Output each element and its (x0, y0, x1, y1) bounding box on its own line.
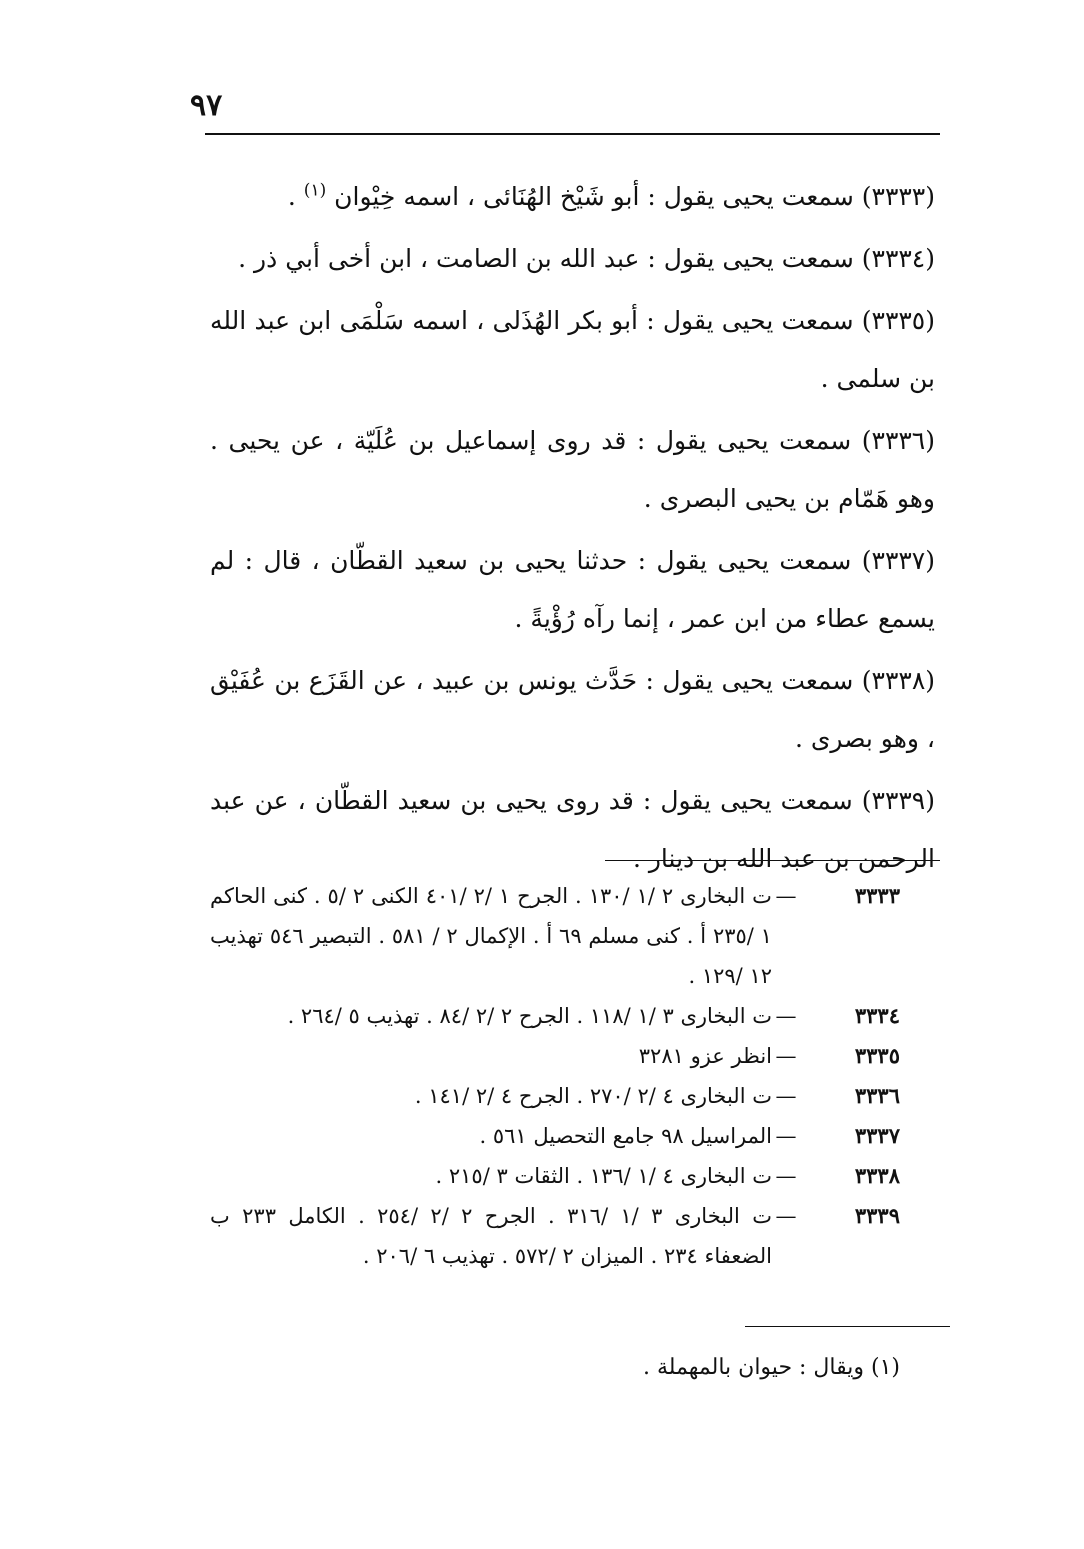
entry-tail: . (287, 182, 304, 211)
reference-dash: — (775, 1044, 797, 1068)
page-number: ٩٧ (190, 88, 223, 123)
narration-entry: (٣٣٣٩) سمعت يحيى يقول : قد روى يحيى بن سعيد القطّان ، عن عبد الرحمن بن عبد الله بن دينار . (210, 786, 935, 873)
narration-entries (210, 168, 935, 888)
reference-dash: — (775, 1124, 797, 1148)
reference-item (210, 1036, 900, 1076)
reference-dash: — (775, 1164, 797, 1188)
reference-number: ٣٣٣٣ (854, 883, 900, 908)
reference-number: ٣٣٣٩ (854, 1203, 900, 1228)
narration-entry (210, 168, 935, 226)
reference-item (210, 1196, 900, 1276)
reference-number: ٣٣٣٨ (854, 1163, 900, 1188)
reference-list (210, 876, 900, 1276)
narration-entry: (٣٣٣٧) سمعت يحيى يقول : حدثنا يحيى بن سعيد القطّان ، قال : لم يسمع عطاء من ابن عمر ، إنما رآه رُؤْيةً . (210, 546, 935, 633)
reference-text: ت البخارى ٢ /١ /١٣٠ . الجرح ١ /٢ /٤٠١ الكنى ٢ /٥ . كنى الحاكم ١ /٢٣٥ أ . كنى مسلم ٦٩ أ . الإكمال ٢ / ٥٨١ . التبصير ٥٤٦ تهذيب ١٢ /١٢٩ . (210, 884, 772, 988)
narration-entry: (٣٣٣٥) سمعت يحيى يقول : أبو بكر الهُذَلى ، اسمه سَلْمَى ابن عبد الله بن سلمى . (210, 306, 935, 393)
reference-number: ٣٣٣٤ (854, 1003, 900, 1028)
narration-entry: (٣٣٣٨) سمعت يحيى يقول : حَدَّث يونس بن عبيد ، عن القَزَع بن عُفَيْق ، وهو بصرى . (210, 666, 936, 753)
reference-dash: — (775, 884, 797, 908)
reference-text: انظر عزو ٣٢٨١ (638, 1044, 772, 1068)
narration-entry: (٣٣٣٦) سمعت يحيى يقول : قد روى إسماعيل بن عُلَيّة ، عن يحيى . وهو هَمّام بن يحيى البصرى . (210, 426, 935, 513)
reference-number: ٣٣٣٧ (854, 1123, 900, 1148)
reference-number: ٣٣٣٥ (854, 1043, 900, 1068)
footnote-marker: (١) (303, 180, 327, 201)
reference-text: ت البخارى ٤ /٢ /٢٧٠ . الجرح ٤ /٢ /١٤١ . (414, 1084, 772, 1108)
references-divider (605, 860, 940, 861)
footnote: (١) ويقال : حيوان بالمهملة . (643, 1355, 900, 1380)
entry-text: (٣٣٣٣) سمعت يحيى يقول : أبو شَيْخ الهُنَائى ، اسمه خِيْوان (334, 182, 935, 211)
reference-number: ٣٣٣٦ (854, 1083, 900, 1108)
reference-text: ت البخارى ٣ /١ /١١٨ . الجرح ٢ /٢ /٨٤ . تهذيب ٥ /٢٦٤ . (287, 1004, 772, 1028)
reference-dash: — (775, 1004, 797, 1028)
reference-dash: — (775, 1084, 797, 1108)
reference-item (210, 996, 900, 1036)
footnote-divider (745, 1326, 950, 1327)
narration-entry: (٣٣٣٤) سمعت يحيى يقول : عبد الله بن الصامت ، ابن أخى أبي ذر . (238, 244, 935, 273)
reference-text: ت البخارى ٣ /١ /٣١٦ . الجرح ٢ /٢ /٢٥٤ . الكامل ٢٣٣ ب الضعفاء ٢٣٤ . الميزان ٢ /٥٧٢ . تهذيب ٦ /٢٠٦ . (210, 1204, 772, 1268)
reference-dash: — (775, 1204, 797, 1228)
reference-item (210, 876, 900, 996)
reference-item (210, 1116, 900, 1156)
reference-text: ت البخارى ٤ /١ /١٣٦ . الثقات ٣ /٢١٥ . (435, 1164, 772, 1188)
reference-text: المراسيل ٩٨ جامع التحصيل ٥٦١ . (479, 1124, 772, 1148)
reference-item (210, 1156, 900, 1196)
header-divider (205, 133, 940, 135)
reference-item (210, 1076, 900, 1116)
